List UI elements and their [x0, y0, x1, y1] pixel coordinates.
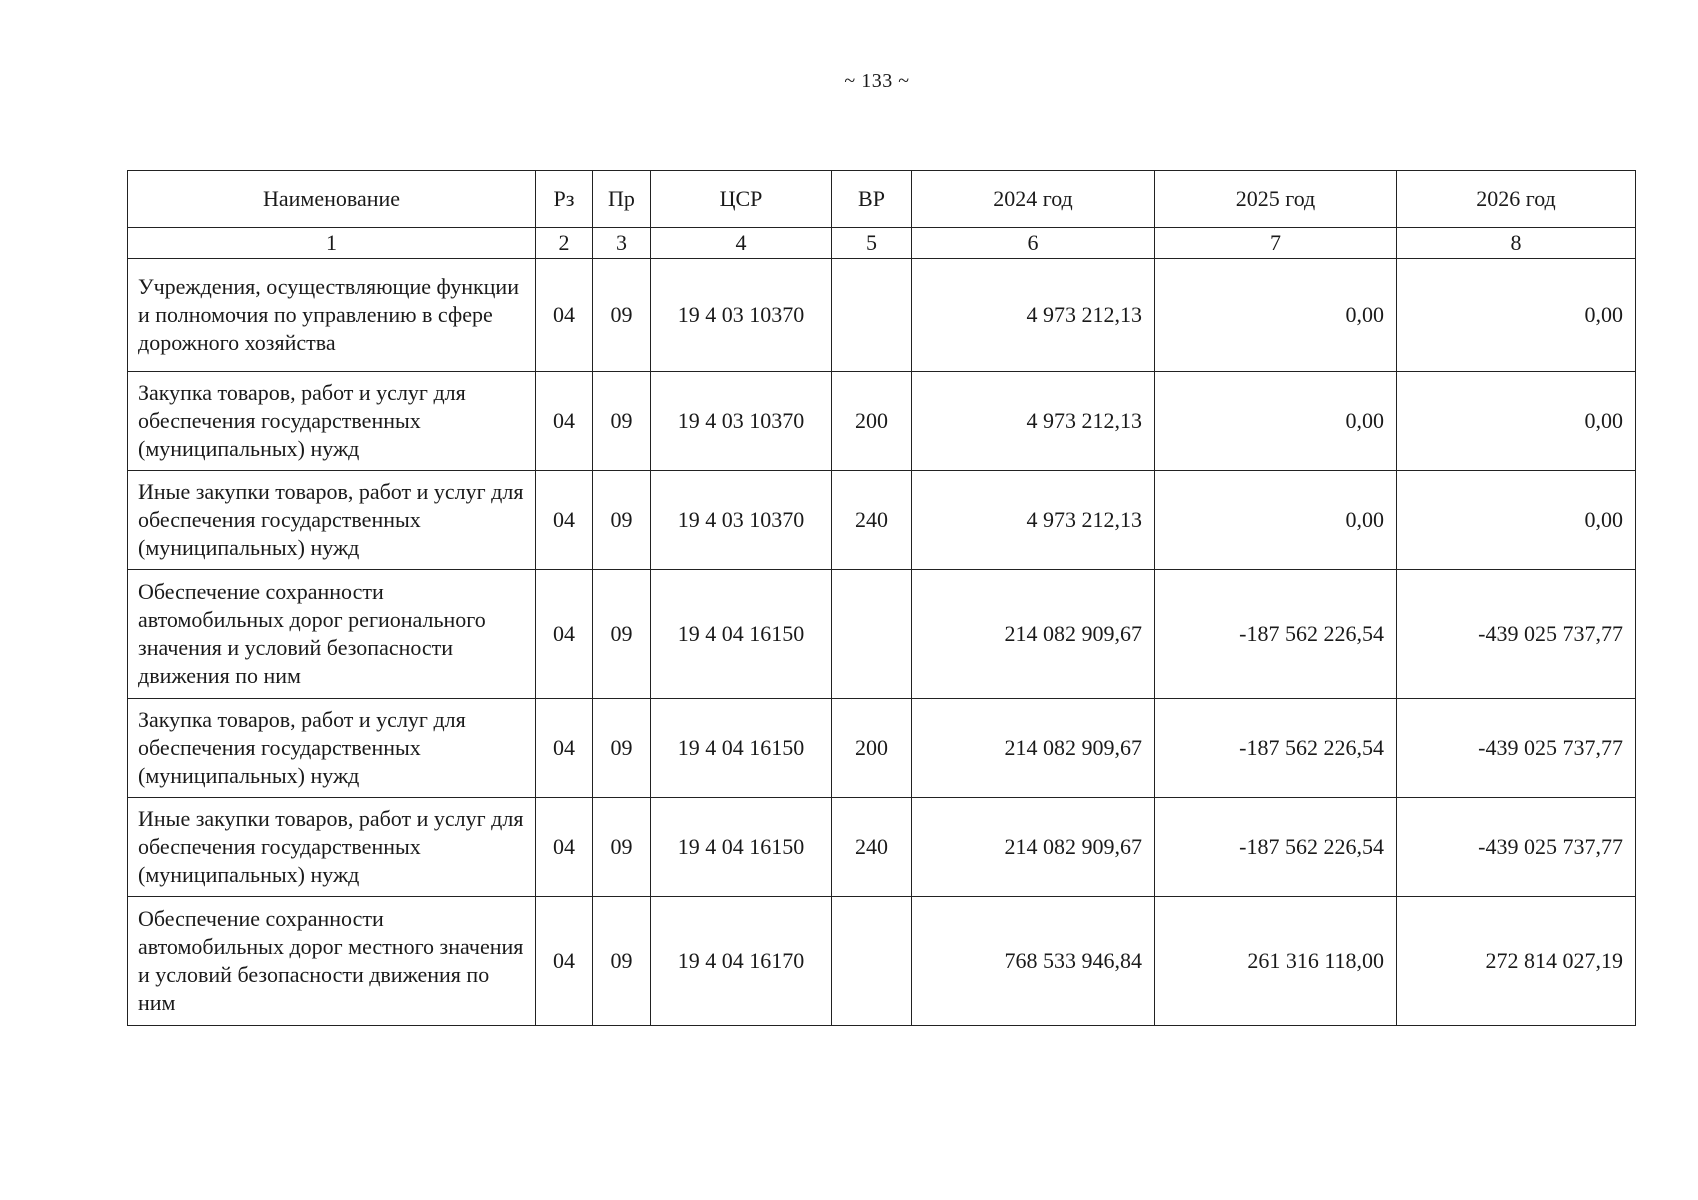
header-pr: Пр [593, 171, 651, 228]
row-vr: 240 [832, 798, 912, 897]
row-2026: 0,00 [1397, 259, 1636, 372]
row-vr [832, 897, 912, 1026]
row-csr: 19 4 04 16150 [651, 570, 832, 699]
row-rz: 04 [536, 471, 593, 570]
row-pr: 09 [593, 570, 651, 699]
table-row [128, 798, 1636, 897]
column-number: 4 [651, 228, 832, 259]
row-name: Обеспечение сохранности автомобильных дорог регионального значения и условий безопасности движения по ним [128, 570, 536, 699]
table-row [128, 897, 1636, 1026]
row-2024: 214 082 909,67 [912, 798, 1155, 897]
row-2026: -439 025 737,77 [1397, 699, 1636, 798]
row-rz: 04 [536, 798, 593, 897]
row-2026: 0,00 [1397, 471, 1636, 570]
row-rz: 04 [536, 372, 593, 471]
row-2024: 214 082 909,67 [912, 570, 1155, 699]
row-2024: 4 973 212,13 [912, 259, 1155, 372]
page-number: ~ 133 ~ [844, 70, 910, 92]
row-pr: 09 [593, 897, 651, 1026]
table-row [128, 570, 1636, 699]
column-number: 5 [832, 228, 912, 259]
header-row [128, 171, 1636, 228]
budget-table [127, 170, 1636, 1026]
row-vr: 240 [832, 471, 912, 570]
row-csr: 19 4 03 10370 [651, 372, 832, 471]
row-2025: 0,00 [1155, 471, 1397, 570]
table-row [128, 372, 1636, 471]
column-number: 7 [1155, 228, 1397, 259]
row-pr: 09 [593, 372, 651, 471]
header-rz: Рз [536, 171, 593, 228]
row-pr: 09 [593, 798, 651, 897]
row-pr: 09 [593, 699, 651, 798]
row-2025: 261 316 118,00 [1155, 897, 1397, 1026]
header-2025: 2025 год [1155, 171, 1397, 228]
row-2024: 4 973 212,13 [912, 471, 1155, 570]
header-2024: 2024 год [912, 171, 1155, 228]
row-rz: 04 [536, 897, 593, 1026]
header-2026: 2026 год [1397, 171, 1636, 228]
row-pr: 09 [593, 259, 651, 372]
row-name: Закупка товаров, работ и услуг для обеспечения государственных (муниципальных) нужд [128, 372, 536, 471]
row-2024: 214 082 909,67 [912, 699, 1155, 798]
row-vr [832, 259, 912, 372]
row-2026: 272 814 027,19 [1397, 897, 1636, 1026]
row-csr: 19 4 04 16170 [651, 897, 832, 1026]
column-number: 2 [536, 228, 593, 259]
row-2025: -187 562 226,54 [1155, 798, 1397, 897]
row-2025: -187 562 226,54 [1155, 699, 1397, 798]
header-name: Наименование [128, 171, 536, 228]
row-2025: -187 562 226,54 [1155, 570, 1397, 699]
table-row [128, 699, 1636, 798]
row-csr: 19 4 04 16150 [651, 699, 832, 798]
row-2025: 0,00 [1155, 372, 1397, 471]
row-name: Закупка товаров, работ и услуг для обеспечения государственных (муниципальных) нужд [128, 699, 536, 798]
row-csr: 19 4 03 10370 [651, 471, 832, 570]
row-2024: 4 973 212,13 [912, 372, 1155, 471]
column-number: 8 [1397, 228, 1636, 259]
column-number: 3 [593, 228, 651, 259]
header-csr: ЦСР [651, 171, 832, 228]
row-csr: 19 4 04 16150 [651, 798, 832, 897]
row-rz: 04 [536, 570, 593, 699]
column-number: 1 [128, 228, 536, 259]
row-2026: -439 025 737,77 [1397, 570, 1636, 699]
header-vr: ВР [832, 171, 912, 228]
row-rz: 04 [536, 259, 593, 372]
row-name: Учреждения, осуществляющие функции и полномочия по управлению в сфере дорожного хозяйства [128, 259, 536, 372]
row-pr: 09 [593, 471, 651, 570]
table-row [128, 259, 1636, 372]
table-row [128, 471, 1636, 570]
row-2024: 768 533 946,84 [912, 897, 1155, 1026]
row-csr: 19 4 03 10370 [651, 259, 832, 372]
column-number: 6 [912, 228, 1155, 259]
row-vr: 200 [832, 699, 912, 798]
row-vr [832, 570, 912, 699]
row-name: Обеспечение сохранности автомобильных дорог местного значения и условий безопасности движения по ним [128, 897, 536, 1026]
row-2026: 0,00 [1397, 372, 1636, 471]
row-rz: 04 [536, 699, 593, 798]
row-2025: 0,00 [1155, 259, 1397, 372]
row-vr: 200 [832, 372, 912, 471]
row-2026: -439 025 737,77 [1397, 798, 1636, 897]
column-number-row [128, 228, 1636, 259]
row-name: Иные закупки товаров, работ и услуг для обеспечения государственных (муниципальных) нужд [128, 471, 536, 570]
row-name: Иные закупки товаров, работ и услуг для обеспечения государственных (муниципальных) нужд [128, 798, 536, 897]
